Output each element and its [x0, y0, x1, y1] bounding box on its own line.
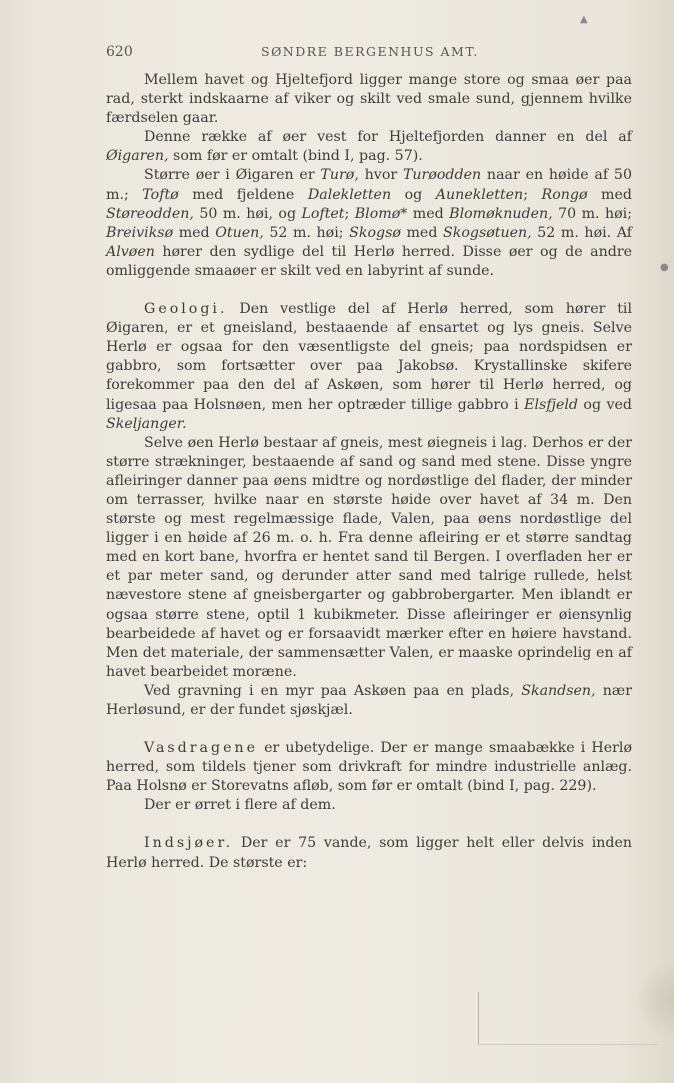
running-title: SØNDRE BERGENHUS AMT. [261, 44, 479, 59]
section-heading-indsjoer: Indsjøer. [144, 835, 234, 852]
print-speck: ● [660, 262, 669, 273]
paragraph-islands: Større øer i Øigaren er Turø, hvor Turøodden naar en høide af 50 m.; Toftø med fjeldene Dalekletten og Aunekletten; Rongø med Støreodden, 50 m. høi, og Loftet; Blomø* med Blomøknuden, 70 m. høi; Breiviksø med Otuen, 52 m. høi; Skogsø med Skogsøtuen, 52 m. høi. Af Alvøen hører den sydlige del til Herlø herred. Disse øer og de andre omliggende smaaøer er skilt ved en labyrint af sunde. [106, 167, 633, 279]
section-heading-geology: Geologi. [144, 301, 228, 318]
page-number: 620 [106, 44, 133, 60]
paragraph-oigaren: Denne række af øer vest for Hjeltefjorden danner en del af Øigaren, som før er omtalt (bind I, pag. 57). [106, 129, 632, 165]
paragraph-indsjoer: Indsjøer. Der er 75 vande, som ligger helt eller delvis inden Herlø herred. De største er: [106, 835, 632, 871]
scan-corner-mark [478, 992, 659, 1045]
paragraph-askoen: Ved gravning i en myr paa Askøen paa en plads, Skandsen, nær Herløsund, er der fundet sjøskjæl. [106, 682, 632, 718]
paragraph-vasdrag: Vasdragene er ubetydelige. Der er mange smaabække i Herlø herred, som tildels tjener som drivkraft for mindre industrielle anlæg. Paa Holsnø er Storevatns afløb, som før er omtalt (bind I, pag. 229). [106, 740, 632, 795]
body-text [106, 71, 632, 873]
print-speck: ▲ [580, 14, 588, 25]
paragraph-geology: Geologi. Den vestlige del af Herlø herred, som hører til Øigaren, er et gneisland, bestaaende af ensartet og lys gneis. Selve Herlø er ogsaa for den væsentligste del gneis; paa nordspidsen er gabbro, som fortsætter over paa Jakobsø. Krystallinske skifere forekommer paa den del af Askøen, som hører til Herlø herred, og ligesaa paa Holsnøen, men her optræder tillige gabbro i Elsfjeld og ved Skeljanger. [106, 301, 632, 432]
section-heading-vasdrag: Vasdragene [144, 740, 259, 757]
paragraph-orret: Der er ørret i flere af dem. [144, 797, 336, 814]
paragraph-intro: Mellem havet og Hjeltefjord ligger mange store og smaa øer paa rad, sterkt indskaarne af viker og skilt ved smale sund, gjennem hvilke færdselen gaar. [106, 72, 632, 127]
paragraph-herlo: Selve øen Herlø bestaar af gneis, mest øiegneis i lag. Derhos er der større strækninger, bestaaende af sand og sand med stene. Disse yngre afleiringer danner paa øens midtre og nordøstlige del flader, der minder om terrasser, hvilke naar en største høide over havet af 34 m. Den største og mest regelmæssige flade, Valen, paa øens nordøstlige del ligger i en høide af 26 m. o. h. Fra denne afleiring er et større sandtag med en kort bane, hvorfra er hentet sand til Bergen. I overfladen her er et par meter sand, og derunder atter sand med talrige rullede, helst nævestore stene af gneisbergarter og gabbrobergarter. Men iblandt er ogsaa større stene, optil 1 kubikmeter. Disse afleiringer er øiensynlig bearbeidede af havet og er forsaavidt mærker efter en høiere havstand. Men det materiale, der sammensætter Valen, er maaske oprindelig en af havet bearbeidet moræne. [106, 434, 632, 680]
page-shadow [634, 960, 674, 1040]
